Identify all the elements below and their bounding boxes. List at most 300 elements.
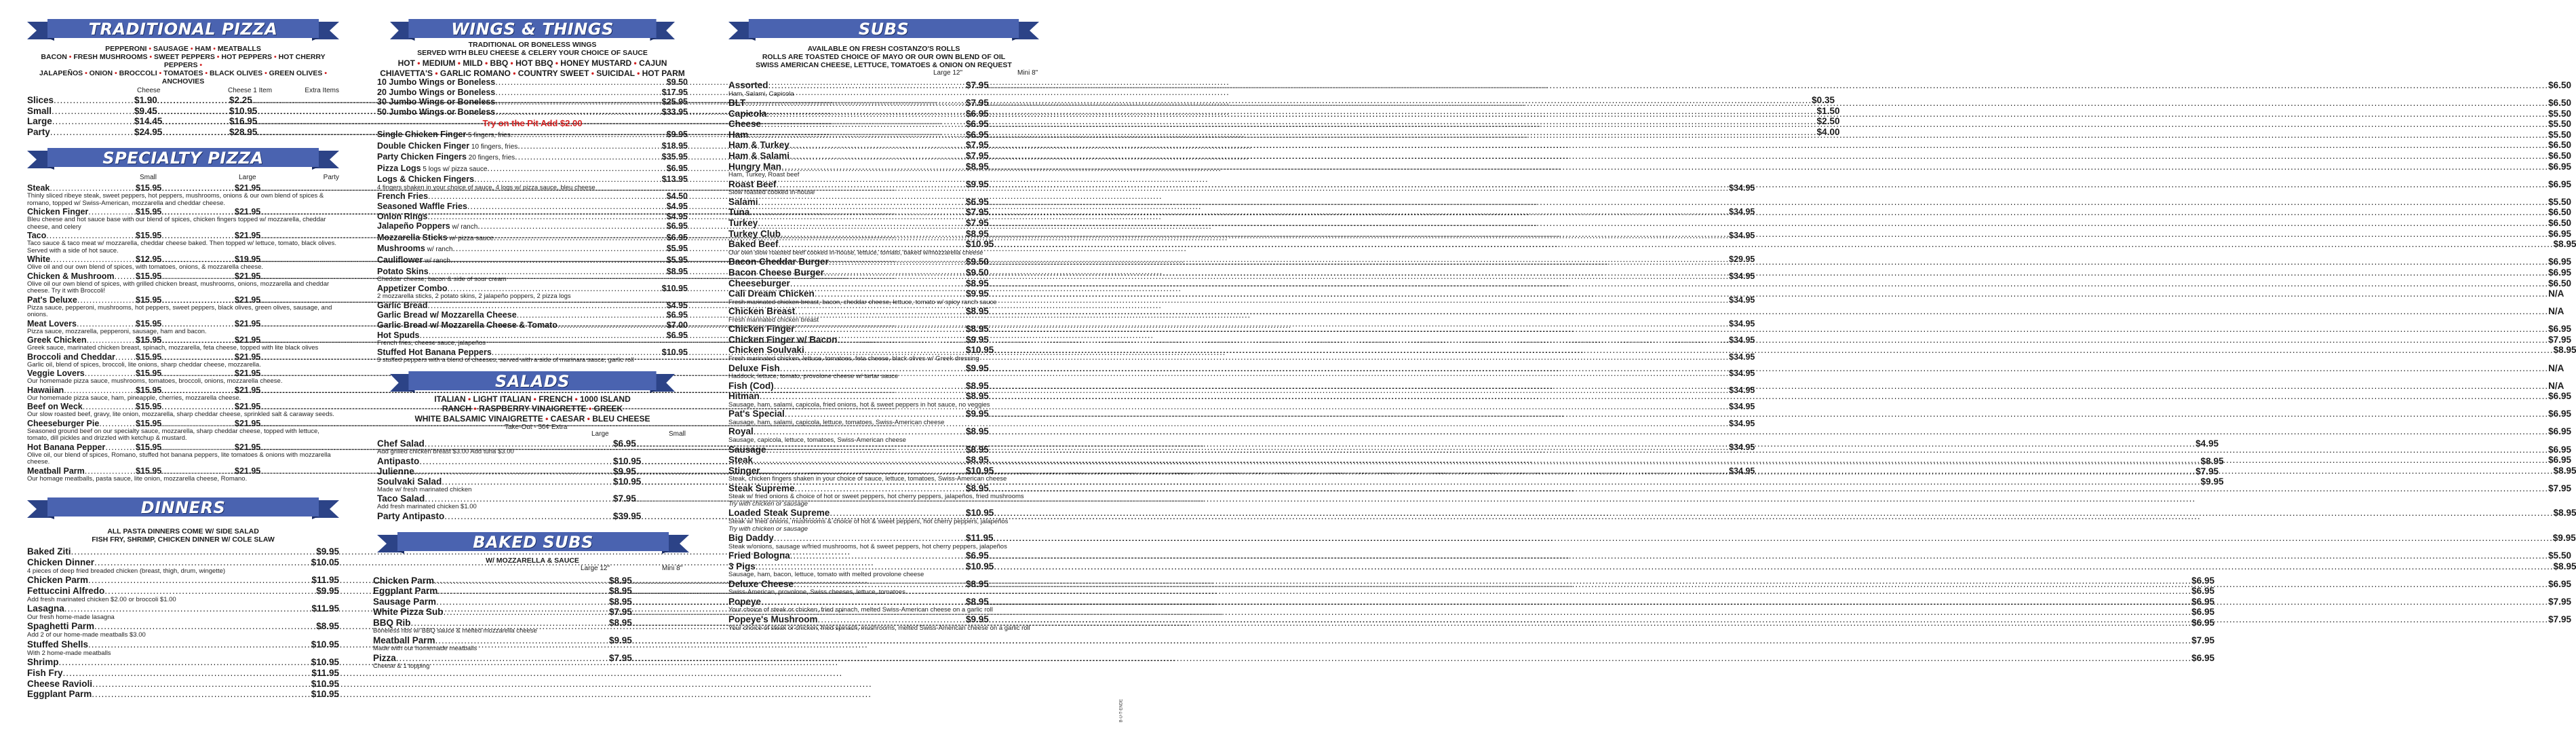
menu-item-row xyxy=(728,80,2571,91)
menu-item-row xyxy=(728,306,2564,317)
price-segment xyxy=(1768,445,2571,455)
item-name-text: Mozzarella Sticks xyxy=(377,232,448,242)
leader-dots xyxy=(1768,98,2548,109)
price-segment xyxy=(966,278,1768,289)
leader-dots xyxy=(1768,162,2548,172)
item-name xyxy=(728,455,966,466)
item-price: $8.95 xyxy=(966,228,989,239)
leader-dots xyxy=(1768,324,2548,335)
item-price: $6.95 xyxy=(966,119,989,130)
menu-item-row xyxy=(377,152,688,164)
item-price: $8.95 xyxy=(966,391,989,402)
leader-dots xyxy=(494,233,667,243)
leader-dots xyxy=(50,183,136,193)
leader-dots xyxy=(989,381,1769,392)
price-segment xyxy=(1768,363,2564,374)
item-price: $4.95 xyxy=(2196,438,2219,449)
item-price: $9.50 xyxy=(966,267,989,278)
item-price: $17.95 xyxy=(661,87,688,97)
leader-dots xyxy=(790,550,966,561)
price-segment xyxy=(966,442,1768,455)
leader-dots xyxy=(994,345,1774,356)
menu-item-row xyxy=(377,141,688,153)
price-segment xyxy=(1768,597,2571,607)
item-name-text: 10 Jumbo Wings or Boneless xyxy=(377,77,496,87)
leader-dots xyxy=(429,267,667,277)
menu-item-row xyxy=(728,533,2576,544)
bullet-separator: • xyxy=(414,58,423,68)
item-price: $2.25 xyxy=(229,95,252,105)
price-segment xyxy=(136,231,235,240)
section-title: DINNERS xyxy=(140,498,226,517)
item-subnote: 10 fingers, fries xyxy=(469,143,518,151)
item-price: $34.95 xyxy=(1729,385,1755,395)
item-price: $15.95 xyxy=(136,442,162,452)
option-text: 1000 ISLAND xyxy=(580,394,631,404)
item-price: $8.95 xyxy=(966,426,989,437)
item-name-text: Logs & Chicken Fingers xyxy=(377,174,475,185)
item-name-text: Beef on Weck xyxy=(27,402,83,411)
item-price: $7.95 xyxy=(966,218,989,229)
item-name xyxy=(373,607,609,618)
option-text: HOT PARM xyxy=(642,68,685,78)
leader-dots xyxy=(1411,635,2191,646)
item-description: Our homemade pizza sauce, mushrooms, tomatoes, broccoli, onions, mozzarella cheese. xyxy=(27,377,283,385)
item-name xyxy=(377,191,428,202)
item-name-text: Stuffed Shells xyxy=(27,639,89,650)
item-price: $8.95 xyxy=(966,306,989,317)
leader-dots xyxy=(1774,345,2554,356)
item-price: $7.00 xyxy=(666,320,688,330)
section-title: BAKED SUBS xyxy=(473,532,593,552)
item-price: $6.95 xyxy=(666,163,688,173)
item-description: Our fresh home-made lasagna xyxy=(27,613,115,621)
leader-dots xyxy=(518,141,661,151)
price-segment xyxy=(1774,239,2576,250)
item-name-text: White Pizza Sub xyxy=(373,607,444,618)
item-name xyxy=(377,141,518,153)
item-price: $33.95 xyxy=(661,107,688,117)
item-name xyxy=(728,239,966,250)
item-price: $8.95 xyxy=(966,380,989,391)
item-price: $13.95 xyxy=(661,174,688,185)
item-name xyxy=(728,391,966,402)
item-price: $6.95 xyxy=(613,438,636,449)
leader-dots xyxy=(434,576,609,586)
menu-item-row xyxy=(377,267,688,277)
leader-dots xyxy=(1768,363,2548,374)
leader-dots xyxy=(989,597,1769,607)
topping-text: BROCCOLI xyxy=(119,69,157,77)
item-description: Olive oil and our own blend of spices, with tomatoes, onions, & mozzarella cheese. xyxy=(27,263,263,271)
item-name xyxy=(373,597,609,607)
item-subnote: 5 logs w/ pizza sauce xyxy=(421,165,488,173)
leader-dots xyxy=(1768,278,2548,289)
leader-dots xyxy=(474,174,662,185)
item-price: $7.95 xyxy=(609,607,632,618)
menu-item-row xyxy=(728,324,2571,335)
leader-dots xyxy=(52,116,134,127)
leader-dots xyxy=(161,271,235,281)
item-price: $15.95 xyxy=(136,352,162,362)
item-price: $21.95 xyxy=(235,466,261,476)
item-name-text: Eggplant Parm xyxy=(373,586,438,597)
leader-dots xyxy=(994,466,1774,476)
item-name-text: Cheese Ravioli xyxy=(27,678,93,689)
bullet-separator: • xyxy=(113,69,119,77)
price-segment xyxy=(136,369,235,378)
bullet-separator: • xyxy=(589,68,597,78)
price-segment xyxy=(966,455,1768,466)
item-name xyxy=(27,352,136,362)
item-description: Sausage, ham, salami, capicola, fried onions, hot & sweet peppers in hot sauce, no veggies xyxy=(728,400,990,409)
leader-dots xyxy=(77,319,136,328)
item-name xyxy=(373,618,609,628)
price-segment xyxy=(966,324,1768,335)
item-name xyxy=(728,278,966,289)
leader-dots xyxy=(989,335,1769,345)
leader-dots xyxy=(989,614,1769,625)
bullet-separator: • xyxy=(83,69,90,77)
leader-dots xyxy=(1768,426,2548,437)
item-name-text: Party Chicken Fingers xyxy=(377,152,467,162)
item-price: $11.95 xyxy=(311,667,339,678)
item-description: Fresh marinated chicken breast xyxy=(728,316,819,324)
item-price: $7.95 xyxy=(2548,596,2571,607)
price-segment xyxy=(1768,483,2571,494)
leader-dots xyxy=(989,98,1769,109)
dinners-note-1: ALL PASTA DINNERS COME W/ SIDE SALAD xyxy=(107,527,259,535)
menu-item-row xyxy=(27,621,339,632)
price-segment xyxy=(966,109,1768,119)
menu-item-row xyxy=(728,218,2571,229)
item-name-text: Party Antipasto xyxy=(377,510,445,521)
item-price: $7.95 xyxy=(966,151,989,162)
item-name-text: Mushrooms xyxy=(377,244,425,254)
item-name xyxy=(27,621,94,632)
price-segment xyxy=(966,508,1774,519)
item-price: $4.00 xyxy=(1816,126,1840,137)
item-price: $21.95 xyxy=(235,418,261,428)
item-price: $8.95 xyxy=(966,278,989,288)
price-segment xyxy=(1768,455,2571,466)
item-description: Olive oil our own blend of spices, with grilled chicken breast, mushrooms, onions, mozzarella and cheddar cheese. Try it with Broccoli! xyxy=(27,280,330,295)
price-segment xyxy=(1768,324,2571,335)
bullet-separator: • xyxy=(634,68,642,78)
item-name-text: Soulvaki Salad xyxy=(377,476,442,487)
item-name-text: Chicken Parm xyxy=(373,575,435,586)
leader-dots xyxy=(768,80,966,91)
leader-dots xyxy=(989,288,1769,299)
item-name xyxy=(27,443,136,452)
item-price: $15.95 xyxy=(136,369,162,378)
item-name-text: Stuffed Hot Banana Peppers xyxy=(377,347,492,357)
item-subnote: 5 fingers, fries xyxy=(466,132,511,139)
item-price: $34.95 xyxy=(1729,352,1755,362)
item-name-text: Large xyxy=(27,116,52,126)
item-name xyxy=(728,445,966,455)
toppings-line xyxy=(27,45,339,53)
item-name-text: Stinger xyxy=(728,465,760,476)
leader-dots xyxy=(444,511,613,521)
item-description: Bleu cheese and hot sauce base with our blend of spices, chicken fingers topped w/ mozzarella, cheddar cheese, and celery xyxy=(27,216,326,231)
item-price: $9.95 xyxy=(316,546,339,557)
item-price: $10.95 xyxy=(966,345,994,356)
leader-dots xyxy=(1768,335,2548,345)
menu-item-row xyxy=(373,652,2214,664)
price-segment xyxy=(1768,288,2564,299)
item-price: $7.95 xyxy=(2196,466,2219,476)
item-price: $11.95 xyxy=(966,533,994,543)
item-price: $14.45 xyxy=(134,116,163,126)
item-name xyxy=(377,301,427,311)
item-price: $10.95 xyxy=(661,283,688,293)
leader-dots xyxy=(85,369,136,378)
item-description: Add fresh marinated chicken $2.00 or broccoli $1.00 xyxy=(27,595,176,603)
item-name-text: Onion Rings xyxy=(377,211,428,221)
price-segment xyxy=(136,443,235,452)
leader-dots xyxy=(989,179,1769,190)
leader-dots xyxy=(436,597,609,607)
item-name-text: Garlic Bread xyxy=(377,300,428,310)
item-price: $8.95 xyxy=(609,575,632,586)
leader-dots xyxy=(989,426,1769,437)
menu-item-row xyxy=(377,301,688,311)
item-name xyxy=(373,576,609,586)
item-price: $8.95 xyxy=(966,578,989,589)
option-text: RASPBERRY VINAIGRETTE xyxy=(478,404,587,414)
item-description: Cheddar cheese, bacon & side of sour cream xyxy=(377,276,507,284)
leader-dots xyxy=(52,106,134,117)
item-name xyxy=(27,557,94,568)
leader-dots xyxy=(989,409,1769,419)
menu-item-row xyxy=(377,191,688,202)
leader-dots xyxy=(88,575,311,586)
menu-item-row xyxy=(377,255,688,267)
item-price: $7.95 xyxy=(966,207,989,218)
item-name-text: Turkey Club xyxy=(728,228,781,239)
option-text: BBQ xyxy=(490,58,509,68)
item-name-text: Sausage Parm xyxy=(373,596,437,607)
item-name xyxy=(27,546,71,557)
option-text: HOT xyxy=(397,58,415,68)
menu-item-row xyxy=(377,97,688,107)
item-name xyxy=(27,295,136,305)
item-price: $35.95 xyxy=(661,152,688,162)
item-price: $15.95 xyxy=(136,183,162,193)
price-segment xyxy=(966,267,1768,278)
dinners-banner xyxy=(27,496,339,519)
item-name xyxy=(728,257,966,267)
leader-dots xyxy=(756,561,966,572)
leader-dots xyxy=(994,533,1774,544)
leader-dots xyxy=(467,202,667,212)
item-name xyxy=(728,426,966,437)
item-description: Our own slow roasted beef cooked in-house, lettuce, tomato, baked w/mozzarella cheese xyxy=(728,248,983,257)
section-title: TRADITIONAL PIZZA xyxy=(88,20,278,39)
leader-dots xyxy=(161,402,235,411)
item-name xyxy=(27,668,63,679)
leader-dots xyxy=(1768,267,2548,278)
item-price: $15.95 xyxy=(136,207,162,217)
item-name-text: Fried Bologna xyxy=(728,550,790,561)
item-name xyxy=(27,679,92,690)
price-segment xyxy=(136,419,235,428)
item-subnote: w/ ranch xyxy=(423,257,450,265)
item-name xyxy=(377,212,427,222)
leader-dots xyxy=(161,231,235,240)
leader-dots xyxy=(450,255,667,265)
topping-text: TOMATOES xyxy=(163,69,203,77)
item-price: $8.95 xyxy=(2553,345,2576,356)
item-name xyxy=(27,335,136,345)
option-text: CHIAVETTA'S xyxy=(380,68,433,78)
item-price: $5.50 xyxy=(2548,550,2571,561)
bullet-separator: • xyxy=(543,413,551,424)
leader-dots xyxy=(487,164,666,174)
item-price: $34.95 xyxy=(1729,207,1755,217)
leader-dots xyxy=(748,130,966,140)
item-name xyxy=(27,402,136,411)
item-name xyxy=(728,381,966,392)
item-price: $6.95 xyxy=(2191,617,2214,628)
option-text: SUICIDAL xyxy=(596,68,635,78)
item-name-text: White xyxy=(27,255,51,264)
leader-dots xyxy=(1774,508,2554,519)
leader-dots xyxy=(92,679,311,690)
wings-banner xyxy=(390,18,675,41)
item-price: $10.05 xyxy=(311,557,339,567)
leader-dots xyxy=(989,140,1769,151)
item-price: $6.95 xyxy=(2191,596,2214,607)
price-segment xyxy=(134,106,229,117)
item-name xyxy=(377,466,613,476)
item-name-text: Bacon Cheese Burger xyxy=(728,267,825,278)
item-name xyxy=(728,197,966,208)
item-price: $9.95 xyxy=(966,288,989,299)
item-price: $6.95 xyxy=(666,232,688,242)
item-name xyxy=(27,127,134,138)
section-title: SPECIALTY PIZZA xyxy=(102,149,264,168)
item-name xyxy=(377,174,474,185)
price-segment xyxy=(1768,381,2564,392)
menu-item-row xyxy=(377,164,688,175)
item-price: $6.95 xyxy=(2548,426,2571,437)
item-price: $6.95 xyxy=(666,330,688,340)
leader-dots xyxy=(780,363,966,374)
menu-item-row xyxy=(27,639,339,650)
item-price: $15.95 xyxy=(136,418,162,428)
leader-dots xyxy=(989,80,1769,91)
item-name xyxy=(377,152,515,164)
item-name-text: Baked Beef xyxy=(728,239,779,250)
item-price: $21.95 xyxy=(235,402,261,411)
item-name-text: Steak xyxy=(27,183,50,193)
leader-dots xyxy=(427,301,666,311)
price-segment xyxy=(1411,653,2214,664)
item-description: Sausage, ham, salami, capicola, lettuce, tomatoes, Swiss-American cheese xyxy=(728,418,945,426)
item-name xyxy=(377,255,450,267)
item-price: $34.95 xyxy=(1729,231,1755,240)
leader-dots xyxy=(989,579,1769,590)
bullet-separator: • xyxy=(214,53,222,61)
price-segment xyxy=(1768,130,2571,140)
menu-item-row xyxy=(27,546,339,557)
item-description: Steak w/ fried onions, mushrooms & choice of hot & sweet peppers, hot cherry peppers, jalapeños xyxy=(728,518,1009,525)
item-description: Seasoned ground beef on our specialty sauce, mozzarella, sharp cheddar cheese, topped with lettuce, tomato, dill pickles and drizzled with ketchup & mustard. xyxy=(27,427,319,442)
item-name xyxy=(728,579,966,590)
item-price: $21.95 xyxy=(235,295,261,305)
leader-dots xyxy=(766,109,966,119)
item-name xyxy=(377,476,613,487)
leader-dots xyxy=(161,319,235,328)
leader-dots xyxy=(1768,109,2548,119)
item-name-text: Hitman xyxy=(728,391,760,402)
leader-dots xyxy=(495,97,662,107)
item-description: Sausage, ham, bacon, lettuce, tomato with melted provolone cheese xyxy=(728,571,924,579)
item-description-note: Try with chicken or sausage xyxy=(728,500,808,508)
wings-note-1: TRADITIONAL OR BONELESS WINGS xyxy=(468,41,597,49)
leader-dots xyxy=(495,107,662,117)
leader-dots xyxy=(830,508,966,519)
leader-dots xyxy=(1768,80,2548,91)
item-name xyxy=(728,130,966,140)
option-text: RANCH xyxy=(442,404,472,414)
leader-dots xyxy=(989,363,1769,374)
price-segment xyxy=(1768,550,2571,561)
item-price: $10.95 xyxy=(229,105,258,116)
item-name xyxy=(27,419,136,428)
leader-dots xyxy=(161,183,235,193)
leader-dots xyxy=(161,207,235,217)
baked-headers: Large 12" Mini 8" xyxy=(581,564,683,572)
menu-item-row xyxy=(377,331,688,341)
item-price: $4.95 xyxy=(666,202,688,212)
item-price: $9.95 xyxy=(966,409,989,419)
baked-note: W/ MOZZARELLA & SAUCE xyxy=(486,556,579,565)
leader-dots xyxy=(1768,229,2548,240)
leader-dots xyxy=(989,218,1769,229)
price-segment xyxy=(966,579,1768,590)
item-name-text: Julienne xyxy=(377,466,414,476)
leader-dots xyxy=(1768,218,2548,229)
leader-dots xyxy=(1768,119,2548,130)
leader-dots xyxy=(115,271,136,281)
bullet-separator: • xyxy=(322,69,328,77)
item-price: $6.50 xyxy=(2548,151,2571,162)
item-name-text: Hot Banana Pepper xyxy=(27,442,106,452)
option-text: HOT BBQ xyxy=(515,58,553,68)
item-name xyxy=(377,221,477,233)
menu-item-row xyxy=(27,586,339,597)
item-price: $8.95 xyxy=(2553,239,2576,250)
item-name xyxy=(27,639,88,650)
leader-dots xyxy=(115,352,136,362)
item-price: $34.95 xyxy=(1729,318,1755,328)
item-name xyxy=(728,363,966,374)
leader-dots xyxy=(162,116,229,127)
item-name-text: Appetizer Combo xyxy=(377,283,448,293)
price-segment xyxy=(1768,162,2571,172)
item-name xyxy=(728,179,966,190)
item-name xyxy=(377,233,494,244)
item-price: $34.95 xyxy=(1729,183,1755,193)
item-description: 4 fingers shaken in your choice of sauce, 4 logs w/ pizza sauce, bleu cheese xyxy=(377,183,596,191)
section-title: WINGS & THINGS xyxy=(451,20,614,39)
price-segment xyxy=(134,116,229,127)
item-name-text: Small xyxy=(27,105,52,116)
menu-item-row xyxy=(728,151,2571,162)
